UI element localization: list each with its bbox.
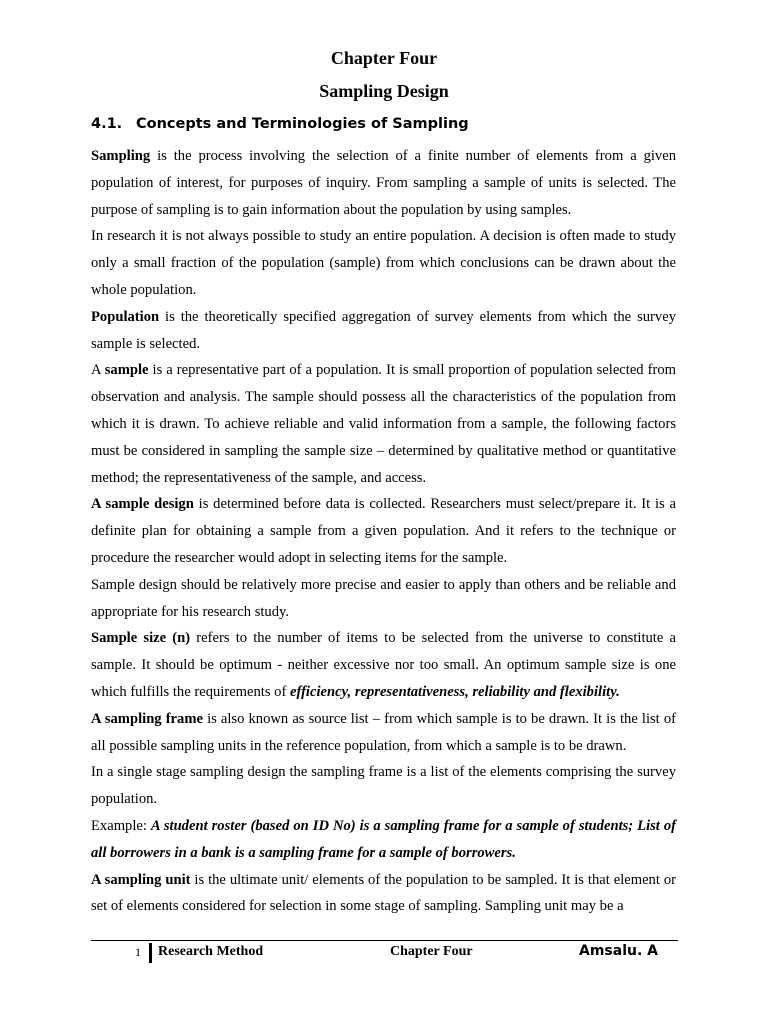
term-sampling: Sampling [91, 148, 151, 164]
paragraph-design-precise [91, 572, 676, 626]
example-label: Example: [91, 817, 151, 834]
term-sample-design: A sample design [91, 496, 194, 513]
footer-course: Research Method [158, 944, 264, 959]
example-text: A student roster (based on ID No) is a sampling frame for a sample of students; List of all borrowers in a bank is a sampling frame for a sample of borrowers. [91, 817, 676, 861]
term-population: Population [91, 308, 160, 325]
paragraph-sampling-unit [91, 867, 676, 921]
chapter-heading: Chapter Four [330, 48, 438, 68]
paragraph-sampling [91, 143, 676, 223]
paragraph-research [91, 223, 676, 303]
paragraph-text: is the ultimate unit/ elements of the population to be sampled. It is that element or set of elements considered for selection in some stage of sampling. Sampling unit may be a [91, 871, 676, 915]
term-sampling-frame: A sampling frame [91, 710, 203, 727]
term-sampling-unit: A sampling unit [91, 871, 191, 888]
paragraph-text: In research it is not always possible to study an entire population. A decision is often made to study only a small fraction of the population (sample) from which conclusions can be drawn about the whole population. [91, 228, 676, 298]
paragraph-prefix: A [91, 362, 105, 379]
paragraph-population [91, 304, 676, 358]
paragraph-sample-design [91, 491, 676, 571]
chapter-title: Sampling Design [319, 81, 449, 101]
paragraph-text: refers to the number of items to be selected from the universe to constitute a sample. It should be optimum - neither excessive nor too small. An optimum sample size is one which fulfills the requirements of [91, 630, 676, 700]
section-number: 4.1. [91, 116, 123, 132]
page-footer [91, 940, 678, 963]
paragraph-example [91, 813, 676, 867]
footer-chapter: Chapter Four [390, 944, 473, 959]
section-heading [91, 114, 469, 134]
paragraph-text: is the process involving the selection of a finite number of elements from a given population of interest, for purposes of inquiry. From sampling a sample of units is selected. The purpose of sampling is to gain information about the population by using samples. [91, 148, 676, 218]
paragraph-text: In a single stage sampling design the sampling frame is a list of the elements comprising the survey population. [91, 764, 676, 808]
page-number: 1 [135, 945, 141, 959]
term-sample: sample [104, 362, 149, 379]
paragraph-text: is the theoretically specified aggregation of survey elements from which the survey sample is selected. [91, 308, 676, 352]
paragraph-sample [91, 357, 676, 491]
term-sample-size: Sample size (n) [91, 630, 191, 647]
paragraph-sample-size [91, 625, 676, 705]
paragraph-single-stage [91, 759, 676, 813]
paragraph-text: is also known as source list – from which sample is to be drawn. It is the list of all possible sampling units in the reference population, from which a sample is to be drawn. [91, 710, 676, 754]
emphasis-requirements: efficiency, representativeness, reliability and flexibility. [290, 683, 620, 700]
footer-divider [149, 943, 152, 963]
body-text [91, 143, 676, 920]
section-title: Concepts and Terminologies of Sampling [136, 116, 469, 132]
paragraph-sampling-frame [91, 706, 676, 760]
paragraph-text: is a representative part of a population. It is small proportion of population selected from observation and analysis. The sample should possess all the characteristics of the population from which it is drawn. To achieve reliable and valid information from a sample, the following factors must be considered in sampling the sample size – determined by qualitative method or quantitative method; the representativeness of the sample, and access. [91, 362, 676, 486]
paragraph-text: Sample design should be relatively more precise and easier to apply than others and be reliable and appropriate for his research study. [91, 576, 676, 620]
paragraph-text: is determined before data is collected. Researchers must select/prepare it. It is a definite plan for obtaining a sample from a given population. And it refers to the technique or procedure the researcher would adopt in selecting items for the sample. [91, 496, 676, 566]
footer-author: Amsalu. A [579, 943, 658, 959]
